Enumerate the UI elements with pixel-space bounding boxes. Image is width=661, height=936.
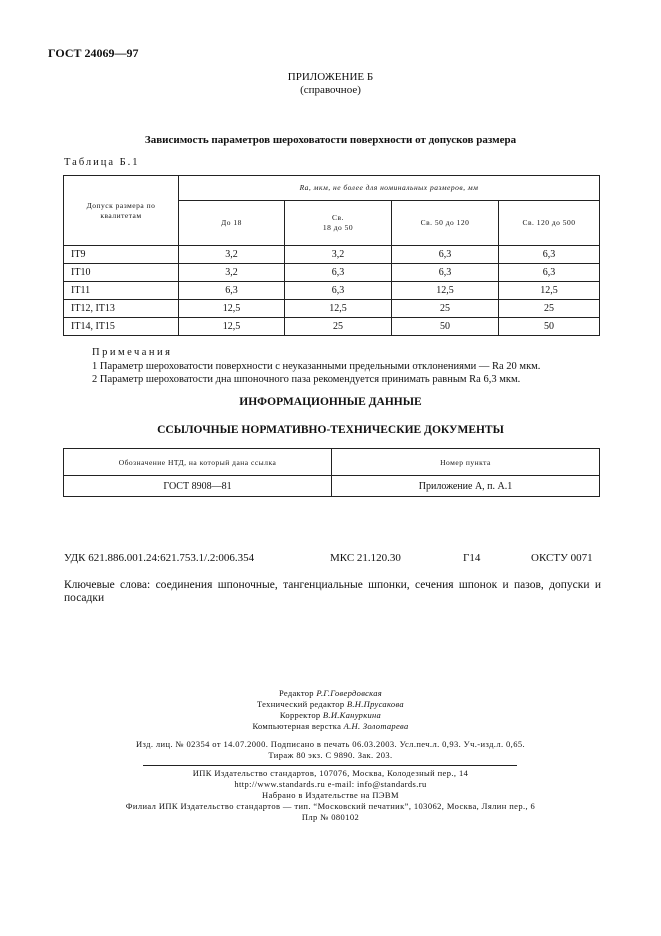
table-row	[64, 264, 600, 282]
ref-doc-header: Обозначение НТД, на который дана ссылка	[64, 449, 332, 476]
group-header	[179, 176, 600, 201]
col-tolerance-header: Допуск размера по квалитетам	[64, 176, 179, 246]
note-item-2: 2 Параметр шероховатости дна шпоночного паза рекомендуется принимать равным Ra 6,3 мкм.	[92, 374, 521, 385]
info-title: ИНФОРМАЦИОННЫЕ ДАННЫЕ	[239, 396, 422, 408]
table-cell: 50	[499, 318, 600, 336]
table-cell: 12,5	[499, 282, 600, 300]
group-code: Г14	[463, 552, 481, 564]
table-cell: 25	[285, 318, 392, 336]
roughness-table	[63, 175, 600, 336]
row-label: IT9	[64, 246, 179, 264]
credit-role: Корректор	[279, 710, 321, 720]
table-row	[64, 318, 600, 336]
table-cell: 12,5	[285, 300, 392, 318]
group-header-text: Ra, мкм, не более для номинальных размеров, мм	[299, 183, 479, 192]
credit-name: В.Н.Прусакова	[346, 699, 404, 709]
table-row	[64, 246, 600, 264]
table-cell: 50	[392, 318, 499, 336]
credit-layout	[0, 721, 661, 732]
imprint-line-1: Изд. лиц. № 02354 от 14.07.2000. Подписано в печать 06.03.2003. Усл.печ.л. 0,93. Уч.-изд.л. 0,65.	[135, 739, 526, 749]
okstu-code: ОКСТУ 0071	[531, 552, 593, 564]
credit-tech-editor	[0, 699, 661, 710]
table-cell: 12,5	[179, 318, 285, 336]
note-item-1: 1 Параметр шероховатости поверхности с неуказанными предельными отклонениями — Ra 20 мкм.	[92, 361, 541, 372]
document-header: ГОСТ 24069—97	[48, 46, 139, 60]
credit-role: Компьютерная верстка	[252, 721, 342, 731]
table-cell: 3,2	[179, 246, 285, 264]
row-label: IT14, IT15	[64, 318, 179, 336]
credit-corrector	[0, 710, 661, 721]
ref-doc: ГОСТ 8908—81	[64, 476, 332, 497]
table-cell: 6,3	[179, 282, 285, 300]
ref-clause-header: Номер пункта	[332, 449, 600, 476]
table-cell: 12,5	[392, 282, 499, 300]
ref-clause: Приложение А, п. А.1	[332, 476, 600, 497]
appendix-subtitle: (справочное)	[300, 84, 361, 96]
row-label: IT11	[64, 282, 179, 300]
notes-title: Примечания	[92, 347, 173, 358]
col-header-2-line1: Св.	[332, 213, 344, 222]
mks-code: МКС 21.120.30	[330, 552, 401, 564]
credit-role: Редактор	[278, 688, 314, 698]
publisher-line-3: Набрано в Издательстве на ПЭВМ	[262, 790, 399, 800]
table-cell: 6,3	[285, 282, 392, 300]
appendix-title: ПРИЛОЖЕНИЕ Б	[287, 71, 374, 83]
table-cell: 6,3	[499, 246, 600, 264]
references-table	[63, 448, 600, 497]
credit-role: Технический редактор	[257, 699, 345, 709]
table-cell: 6,3	[285, 264, 392, 282]
publisher-line-1: ИПК Издательство стандартов, 107076, Москва, Колодезный пер., 14	[192, 768, 469, 778]
credit-name: Р.Г.Говердовская	[316, 688, 383, 698]
row-label: IT10	[64, 264, 179, 282]
col-header-1: До 18	[179, 201, 285, 246]
divider	[143, 765, 517, 766]
table-cell: 6,3	[499, 264, 600, 282]
publisher-line-4: Филиал ИПК Издательство стандартов — тип. “Московский печатник”, 103062, Москва, Лялин пер., 6	[125, 801, 536, 811]
table-row	[64, 476, 600, 497]
section-title: Зависимость параметров шероховатости поверхности от допусков размера	[144, 134, 517, 146]
keywords: Ключевые слова: соединения шпоночные, тангенциальные шпонки, сечения шпонок и пазов, допуски и посадки	[64, 579, 601, 604]
credit-name: А.Н. Золотарева	[343, 721, 409, 731]
col-header-3: Св. 50 до 120	[392, 201, 499, 246]
udk-code: УДК 621.886.001.24:621.753.1/.2:006.354	[64, 552, 255, 564]
row-label: IT12, IT13	[64, 300, 179, 318]
col-header-2-line2: 18 до 50	[322, 223, 354, 232]
table-caption: Таблица Б.1	[64, 157, 140, 168]
col-header-4: Св. 120 до 500	[499, 201, 600, 246]
refs-title: ССЫЛОЧНЫЕ НОРМАТИВНО-ТЕХНИЧЕСКИЕ ДОКУМЕНТЫ	[157, 424, 504, 436]
col-header-2	[285, 201, 392, 246]
table-cell: 3,2	[179, 264, 285, 282]
publisher-line-5: Плр № 080102	[301, 812, 360, 822]
table-row	[64, 300, 600, 318]
credit-editor	[0, 688, 661, 699]
publisher-line-2: http://www.standards.ru e-mail: info@standards.ru	[234, 779, 427, 789]
credit-name: В.И.Кануркина	[322, 710, 382, 720]
table-cell: 12,5	[179, 300, 285, 318]
table-cell: 3,2	[285, 246, 392, 264]
table-row	[64, 282, 600, 300]
table-cell: 25	[392, 300, 499, 318]
imprint-line-2: Тираж 80 экз. С 9890. Зак. 203.	[268, 750, 393, 760]
table-cell: 6,3	[392, 246, 499, 264]
table-cell: 25	[499, 300, 600, 318]
table-cell: 6,3	[392, 264, 499, 282]
